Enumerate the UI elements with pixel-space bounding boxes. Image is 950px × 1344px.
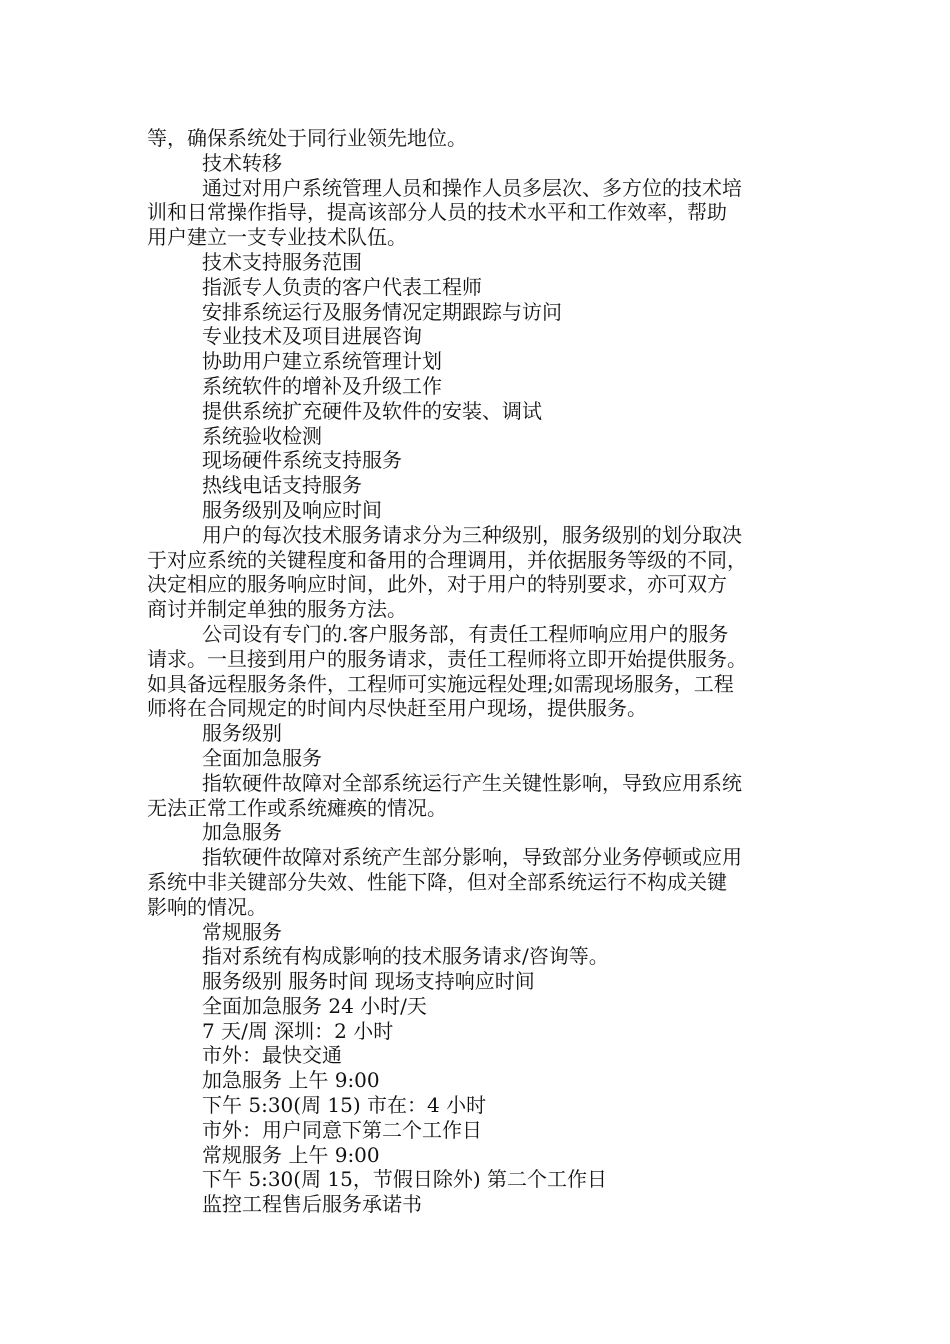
text-line: 指对系统有构成影响的技术服务请求/咨询等。 (202, 944, 609, 969)
document-title-line: 监控工程售后服务承诺书 (202, 1192, 422, 1217)
list-item: 安排系统运行及服务情况定期跟踪与访问 (202, 299, 562, 324)
subsection-heading: 全面加急服务 (202, 745, 322, 770)
list-item: 提供系统扩充硬件及软件的安装、调试 (202, 398, 542, 423)
list-item: 专业技术及项目进展咨询 (202, 324, 422, 349)
text-line: 指软硬件故障对系统产生部分影响，导致部分业务停顿或应用 (202, 845, 742, 870)
text-line: 系统中非关键部分失效、性能下降，但对全部系统运行不构成关键 (147, 869, 727, 894)
table-line: 市外：最快交通 (202, 1043, 342, 1068)
list-item: 系统验收检测 (202, 423, 322, 448)
list-item: 系统软件的增补及升级工作 (202, 373, 442, 398)
text-line: 用户建立一支专业技术队伍。 (147, 225, 407, 250)
section-heading: 服务级别及响应时间 (202, 497, 382, 522)
text-line: 指软硬件故障对全部系统运行产生关键性影响，导致应用系统 (202, 770, 742, 795)
table-line: 全面加急服务 24 小时/天 (202, 993, 427, 1018)
text-line: 用户的每次技术服务请求分为三种级别，服务级别的划分取决 (202, 522, 742, 547)
table-line: 7 天/周 深圳：2 小时 (202, 1018, 394, 1043)
subsection-heading: 加急服务 (202, 820, 282, 845)
table-line: 常规服务 上午 9:00 (202, 1142, 380, 1167)
table-line: 下午 5:30(周 15，节假日除外) 第二个工作日 (202, 1167, 608, 1192)
list-item: 协助用户建立系统管理计划 (202, 349, 442, 374)
text-line: 训和日常操作指导，提高该部分人员的技术水平和工作效率，帮助 (147, 200, 727, 225)
list-item: 指派专人负责的客户代表工程师 (202, 274, 482, 299)
text-line: 师将在合同规定的时间内尽快赶至用户现场，提供服务。 (147, 696, 647, 721)
text-line: 无法正常工作或系统瘫痪的情况。 (147, 795, 447, 820)
subsection-heading: 常规服务 (202, 919, 282, 944)
section-heading: 服务级别 (202, 721, 282, 746)
text-line: 于对应系统的关键程度和备用的合理调用，并依据服务等级的不同， (147, 547, 747, 572)
text-line: 等，确保系统处于同行业领先地位。 (147, 126, 467, 150)
section-heading: 技术支持服务范围 (202, 249, 362, 274)
text-line: 商讨并制定单独的服务方法。 (147, 597, 407, 622)
document-page (147, 126, 827, 1217)
table-line: 加急服务 上午 9:00 (202, 1068, 380, 1093)
table-line: 市外：用户同意下第二个工作日 (202, 1117, 482, 1142)
text-line: 请求。一旦接到用户的服务请求，责任工程师将立即开始提供服务。 (147, 646, 747, 671)
table-header-line: 服务级别 服务时间 现场支持响应时间 (202, 969, 535, 994)
section-heading: 技术转移 (202, 150, 282, 175)
list-item: 现场硬件系统支持服务 (202, 448, 402, 473)
text-line: 影响的情况。 (147, 894, 267, 919)
text-line: 公司设有专门的.客户服务部，有责任工程师响应用户的服务 (202, 621, 729, 646)
text-line: 如具备远程服务条件，工程师可实施远程处理;如需现场服务，工程 (147, 671, 734, 696)
text-line: 决定相应的服务响应时间，此外，对于用户的特别要求，亦可双方 (147, 572, 727, 597)
text-line: 通过对用户系统管理人员和操作人员多层次、多方位的技术培 (202, 175, 742, 200)
list-item: 热线电话支持服务 (202, 473, 362, 498)
table-line: 下午 5:30(周 15) 市在：4 小时 (202, 1093, 487, 1118)
